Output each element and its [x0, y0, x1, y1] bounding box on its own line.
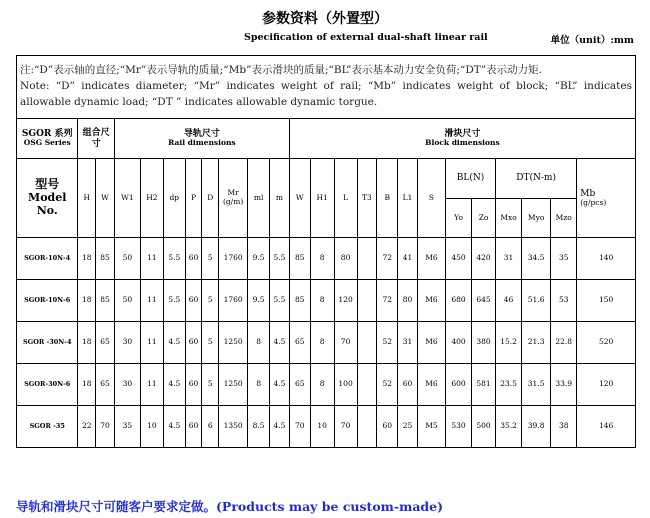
- value-cell: 4.5: [270, 364, 290, 406]
- col-p: P: [185, 159, 202, 238]
- combo-label: 组合尺寸: [82, 128, 110, 149]
- note-chinese: 注:“D”表示轴的直径;“Mr”表示导轨的质量;“Mb”表示滑块的质量;“BL”表示基本动力安全负荷;“DT”表示动力矩.: [20, 64, 542, 77]
- combo-header: [78, 119, 114, 159]
- value-cell: 35: [551, 238, 577, 280]
- model-cell: SGOR-10N-4: [17, 238, 78, 280]
- value-cell: 581: [472, 364, 496, 406]
- series-en: OSG Series: [23, 138, 71, 148]
- value-cell: 31.5: [522, 364, 551, 406]
- value-cell: 530: [446, 406, 472, 448]
- value-cell: 33.9: [551, 364, 577, 406]
- value-cell: 5: [202, 238, 219, 280]
- value-cell: 65: [289, 322, 310, 364]
- value-cell: 5: [202, 280, 219, 322]
- value-cell: 11: [140, 280, 163, 322]
- value-cell: [357, 406, 377, 448]
- model-cell: SGOR-10N-6: [17, 280, 78, 322]
- value-cell: M5: [417, 406, 445, 448]
- unit-label: 单位（unit）:mm: [550, 35, 634, 46]
- table-row: [17, 280, 636, 322]
- rail-en: Rail dimensions: [168, 138, 236, 148]
- col-m: m: [270, 159, 290, 238]
- value-cell: 140: [577, 238, 636, 280]
- value-cell: 9.5: [248, 238, 270, 280]
- col-w1: W1: [114, 159, 140, 238]
- value-cell: 70: [334, 322, 357, 364]
- value-cell: 1760: [219, 238, 248, 280]
- value-cell: [357, 238, 377, 280]
- notes-cell: [17, 56, 636, 119]
- value-cell: 5: [202, 322, 219, 364]
- table-row: [17, 406, 636, 448]
- value-cell: 15.2: [496, 322, 522, 364]
- value-cell: 18: [78, 280, 96, 322]
- mr-label: Mr: [227, 188, 239, 198]
- value-cell: 85: [289, 280, 310, 322]
- dt-header: DT(N-m): [496, 159, 577, 199]
- value-cell: 72: [377, 238, 398, 280]
- mr-unit: (g/m): [222, 197, 244, 206]
- col-w: W: [96, 159, 115, 238]
- value-cell: 21.3: [522, 322, 551, 364]
- value-cell: 9.5: [248, 280, 270, 322]
- model-cell: SGOR-30N-6: [17, 364, 78, 406]
- value-cell: 65: [289, 364, 310, 406]
- value-cell: 18: [78, 238, 96, 280]
- block-en: Block dimensions: [425, 138, 500, 148]
- value-cell: 70: [334, 406, 357, 448]
- value-cell: 6: [202, 406, 219, 448]
- model-en: Model: [28, 191, 67, 205]
- value-cell: 60: [185, 322, 202, 364]
- col-myo: Myo: [522, 199, 551, 238]
- mb-header: [577, 159, 636, 238]
- value-cell: 450: [446, 238, 472, 280]
- value-cell: 34.5: [522, 238, 551, 280]
- value-cell: 1350: [219, 406, 248, 448]
- value-cell: 31: [496, 238, 522, 280]
- value-cell: 60: [185, 364, 202, 406]
- footer-note: 导轨和滑块尺寸可随客户要求定做。(Products may be custom-made): [16, 499, 444, 514]
- page-subtitle: Specification of external dual-shaft linear rail: [244, 32, 488, 43]
- value-cell: 120: [577, 364, 636, 406]
- value-cell: 120: [334, 280, 357, 322]
- value-cell: 8: [310, 364, 334, 406]
- mb-unit: (g/pcs): [580, 197, 607, 207]
- value-cell: 85: [289, 238, 310, 280]
- model-cell: SGOR -30N-4: [17, 322, 78, 364]
- value-cell: 65: [96, 322, 115, 364]
- value-cell: 500: [472, 406, 496, 448]
- value-cell: 31: [398, 322, 418, 364]
- value-cell: 680: [446, 280, 472, 322]
- col-h2: H2: [140, 159, 163, 238]
- value-cell: 8.5: [248, 406, 270, 448]
- value-cell: [357, 364, 377, 406]
- page-title: 参数资料（外置型）: [262, 11, 388, 27]
- value-cell: 1250: [219, 322, 248, 364]
- value-cell: 400: [446, 322, 472, 364]
- value-cell: 11: [140, 364, 163, 406]
- value-cell: 5.5: [163, 280, 185, 322]
- series-header: [17, 119, 78, 159]
- value-cell: 645: [472, 280, 496, 322]
- bl-header: BL(N): [446, 159, 496, 199]
- value-cell: 72: [377, 280, 398, 322]
- model-no: No.: [36, 203, 58, 217]
- mb-label: Mb: [580, 188, 596, 199]
- col-l1: L1: [398, 159, 418, 238]
- col-l: L: [334, 159, 357, 238]
- value-cell: 18: [78, 364, 96, 406]
- col-d: D: [202, 159, 219, 238]
- value-cell: 85: [96, 280, 115, 322]
- value-cell: 30: [114, 322, 140, 364]
- col-block-w: W: [289, 159, 310, 238]
- value-cell: 1250: [219, 364, 248, 406]
- value-cell: 22.8: [551, 322, 577, 364]
- value-cell: 600: [446, 364, 472, 406]
- col-s: S: [417, 159, 445, 238]
- table-row: [17, 364, 636, 406]
- value-cell: 11: [140, 322, 163, 364]
- value-cell: 30: [114, 364, 140, 406]
- value-cell: 8: [310, 322, 334, 364]
- value-cell: 10: [140, 406, 163, 448]
- value-cell: 70: [96, 406, 115, 448]
- value-cell: 51.6: [522, 280, 551, 322]
- value-cell: [357, 322, 377, 364]
- value-cell: 80: [334, 238, 357, 280]
- col-zo: Zo: [472, 199, 496, 238]
- value-cell: 25: [398, 406, 418, 448]
- value-cell: 10: [310, 406, 334, 448]
- col-h1: H1: [310, 159, 334, 238]
- col-yo: Yo: [446, 199, 472, 238]
- rail-cn: 导轨尺寸: [183, 129, 220, 140]
- value-cell: 50: [114, 238, 140, 280]
- value-cell: M6: [417, 322, 445, 364]
- col-mxo: Mxo: [496, 199, 522, 238]
- value-cell: 1760: [219, 280, 248, 322]
- value-cell: 39.8: [522, 406, 551, 448]
- value-cell: 50: [114, 280, 140, 322]
- value-cell: 5: [202, 364, 219, 406]
- value-cell: 146: [577, 406, 636, 448]
- value-cell: 65: [96, 364, 115, 406]
- value-cell: 520: [577, 322, 636, 364]
- table-row: [17, 322, 636, 364]
- value-cell: M6: [417, 364, 445, 406]
- value-cell: 53: [551, 280, 577, 322]
- spec-table: [16, 55, 636, 448]
- value-cell: 35.2: [496, 406, 522, 448]
- value-cell: 8: [248, 322, 270, 364]
- value-cell: 60: [185, 238, 202, 280]
- value-cell: M6: [417, 280, 445, 322]
- value-cell: 60: [377, 406, 398, 448]
- value-cell: [357, 280, 377, 322]
- col-b: B: [377, 159, 398, 238]
- value-cell: 4.5: [163, 406, 185, 448]
- model-header: [17, 159, 78, 238]
- rail-header: [114, 119, 289, 159]
- value-cell: 420: [472, 238, 496, 280]
- col-mr: [219, 159, 248, 238]
- value-cell: M6: [417, 238, 445, 280]
- col-t3: T3: [357, 159, 377, 238]
- value-cell: 41: [398, 238, 418, 280]
- value-cell: 8: [248, 364, 270, 406]
- col-dp: dp: [163, 159, 185, 238]
- value-cell: 4.5: [163, 322, 185, 364]
- value-cell: 380: [472, 322, 496, 364]
- value-cell: 70: [289, 406, 310, 448]
- value-cell: 60: [185, 406, 202, 448]
- value-cell: 46: [496, 280, 522, 322]
- value-cell: 85: [96, 238, 115, 280]
- value-cell: 150: [577, 280, 636, 322]
- value-cell: 100: [334, 364, 357, 406]
- value-cell: 22: [78, 406, 96, 448]
- block-header: [289, 119, 635, 159]
- value-cell: 35: [114, 406, 140, 448]
- model-cn: 型号: [35, 177, 60, 192]
- col-mzo: Mzo: [551, 199, 577, 238]
- value-cell: 4.5: [163, 364, 185, 406]
- block-cn: 滑块尺寸: [444, 129, 481, 140]
- value-cell: 5.5: [270, 280, 290, 322]
- series-cn: SGOR 系列: [21, 129, 73, 140]
- value-cell: 80: [398, 280, 418, 322]
- value-cell: 38: [551, 406, 577, 448]
- value-cell: 4.5: [270, 406, 290, 448]
- value-cell: 60: [185, 280, 202, 322]
- value-cell: 8: [310, 280, 334, 322]
- note-english: Note: “D” indicates diameter; “Mr” indicates weight of rail; “Mb” indicates weight of block; “BL” indicates allowable dynamic load; “DT ” indicates allowable dynamic torgue.: [20, 80, 632, 108]
- value-cell: 18: [78, 322, 96, 364]
- value-cell: 5.5: [163, 238, 185, 280]
- value-cell: 60: [398, 364, 418, 406]
- value-cell: 23.5: [496, 364, 522, 406]
- model-cell: SGOR -35: [17, 406, 78, 448]
- value-cell: 8: [310, 238, 334, 280]
- col-h: H: [78, 159, 96, 238]
- value-cell: 52: [377, 364, 398, 406]
- value-cell: 5.5: [270, 238, 290, 280]
- value-cell: 4.5: [270, 322, 290, 364]
- value-cell: 11: [140, 238, 163, 280]
- col-ml: ml: [248, 159, 270, 238]
- table-row: [17, 238, 636, 280]
- value-cell: 52: [377, 322, 398, 364]
